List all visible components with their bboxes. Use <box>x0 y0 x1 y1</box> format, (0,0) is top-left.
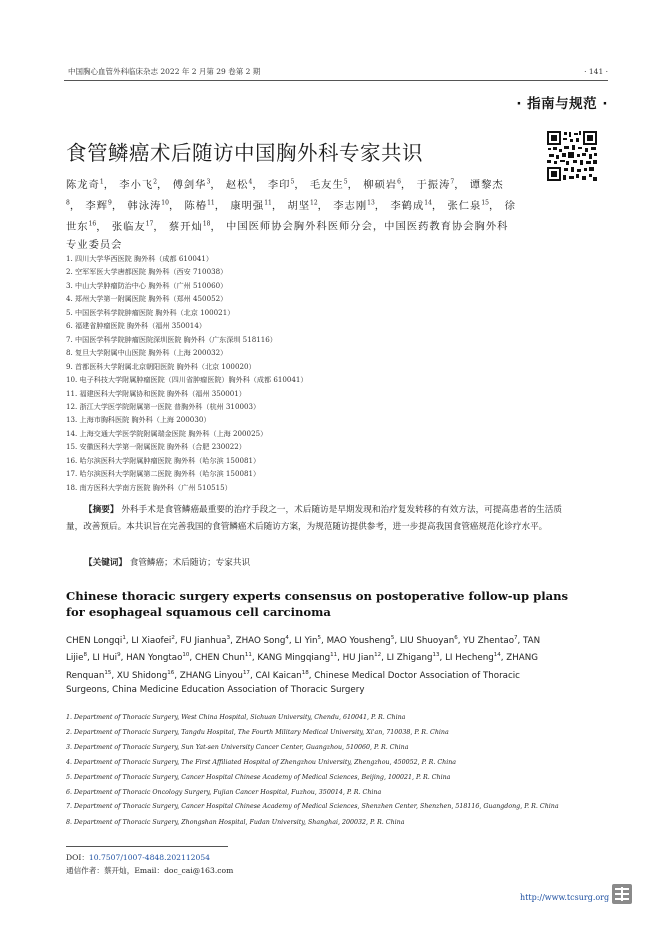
author: KANG Mingqiang$^{11}$, <box>257 652 340 664</box>
author: 李小飞$^2$， <box>119 179 169 192</box>
authors-zh <box>66 174 518 254</box>
article-title-en: Chinese thoracic surgery experts consensus on postoperative follow-up plans for esophageal squamous cell carcinoma <box>66 589 569 619</box>
author: 张临友$^{17}$， <box>111 220 165 233</box>
affiliation-item: 5. Department of Thoracic Surgery, Cancer Hospital Chinese Academy of Medical Sciences, Beijing, 100021, P. R. China <box>66 774 451 781</box>
author: YU Zhentao$^7$, <box>463 635 521 646</box>
author: LI Xiaofei$^2$, <box>131 635 178 646</box>
author: TAN Lijie$^8$, <box>66 635 541 664</box>
keywords-label: 【关键词】 <box>84 558 127 568</box>
doi-label: DOI： <box>66 853 89 862</box>
footnote <box>66 852 233 877</box>
doi-link[interactable]: 10.7507/1007-4848.202112054 <box>88 853 210 862</box>
author: 张仁泉$^{15}$， <box>447 199 501 213</box>
affiliation-item: 12. 浙江大学医学院附属第一医院 普胸外科（杭州 310003） <box>66 401 261 411</box>
journal-info: 中国胸心血管外科临床杂志 2022 年 2 月第 29 卷第 2 期 <box>68 66 261 76</box>
author: HAN Yongtao$^{10}$, <box>126 652 193 664</box>
article-title-zh: 食管鳞癌术后随访中国胸外科专家共识 <box>66 141 423 165</box>
author-organization: 中国医师协会胸外科医师分会，中国医药教育协会胸外科专业委员会 <box>66 220 509 251</box>
affiliation-item: 16. 哈尔滨医科大学附属肿瘤医院 胸外科（哈尔滨 150081） <box>66 455 261 465</box>
author: LI Zhigang$^{13}$, <box>386 652 443 664</box>
keywords-zh <box>84 556 250 568</box>
author: CAI Kaican$^{18}$, <box>255 669 312 681</box>
author: 李印$^5$， <box>267 179 306 192</box>
running-header <box>68 64 608 78</box>
abstract-text: 外科手术是食管鳞癌最重要的治疗手段之一，术后随访是早期发现和治疗复发转移的有效方法，可提高患者的生活质量，改善预后。本共识旨在完善我国的食管鳞癌术后随访方案，为规范随访提供参考，进一步提高我国食管癌规范化诊疗水平。 <box>66 505 562 532</box>
author: 李志刚$^{13}$， <box>333 199 387 213</box>
affiliations-en <box>66 710 566 830</box>
affiliation-item: 3. 中山大学肿瘤防治中心 胸外科（广州 510060） <box>66 280 228 290</box>
keywords-text: 食管鳞癌；术后随访；专家共识 <box>129 558 251 568</box>
author: 李鹤成$^{14}$， <box>390 199 444 213</box>
affiliation-item: 17. 哈尔滨医科大学附属第二医院 胸外科（哈尔滨 150081） <box>66 469 261 479</box>
affiliation-item: 8. 复旦大学附属中山医院 胸外科（上海 200032） <box>66 348 228 358</box>
affiliation-item: 1. Department of Thoracic Surgery, West China Hospital, Sichuan University, Chendu, 610041, P. R. China <box>66 714 406 721</box>
author: LI Hecheng$^{14}$, <box>445 652 504 664</box>
author: 柳硕岩$^6$， <box>363 179 413 192</box>
author-organization: Chinese Medical Doctor Association of Thoracic Surgeons, China Medicine Education Association of Thoracic Surgery <box>66 670 520 696</box>
affiliation-item: 9. 首都医科大学附属北京朝阳医院 胸外科（北京 100020） <box>66 361 256 371</box>
affiliation-item: 2. Department of Thoracic Surgery, Tangdu Hospital, The Fourth Military Medical University, Xi'an, 710038, P. R. China <box>66 729 449 736</box>
author: FU Jianhua$^3$, <box>180 635 233 646</box>
author: LIU Shuoyan$^6$, <box>399 635 461 646</box>
author: 陈椿$^{11}$， <box>184 199 227 213</box>
corresponding-author: 通信作者：蔡开灿，Email：doc_cai@163.com <box>66 865 234 875</box>
author: 傅剑华$^3$， <box>172 179 222 192</box>
author: CHEN Longqi$^1$, <box>66 635 129 646</box>
abstract-label: 【摘要】 <box>84 505 119 515</box>
affiliation-item: 10. 电子科技大学附属肿瘤医院（四川省肿瘤医院）胸外科（成都 610041） <box>66 375 308 385</box>
affiliation-item: 11. 福建医科大学附属协和医院 胸外科（福州 350001） <box>66 388 246 398</box>
affiliation-item: 13. 上海市胸科医院 胸外科（上海 200030） <box>66 415 211 425</box>
author: 韩泳涛$^{10}$， <box>127 199 181 213</box>
author: 蔡开灿$^{18}$， <box>168 220 222 233</box>
author: 于振涛$^7$， <box>416 179 466 192</box>
affiliation-item: 15. 安徽医科大学第一附属医院 胸外科（合肥 230022） <box>66 442 246 452</box>
author: 康明强$^{11}$， <box>230 199 284 213</box>
doi-line <box>66 852 233 865</box>
author: 陈龙奇$^1$， <box>66 179 116 192</box>
author: 徐世东$^{16}$， <box>66 200 516 233</box>
qr-code-icon <box>546 130 598 182</box>
header-rule <box>64 80 608 81</box>
affiliation-item: 5. 中国医学科学院肿瘤医院 胸外科（北京 100021） <box>66 307 235 317</box>
affiliation-item: 6. 福建省肿瘤医院 胸外科（福州 350014） <box>66 321 206 331</box>
author: XU Shidong$^{16}$, <box>116 669 178 681</box>
affiliations-zh <box>66 252 586 494</box>
affiliation-item: 7. Department of Thoracic Surgery, Cancer Hospital Chinese Academy of Medical Sciences, Shenzhen Center, Shenzhen, 518116, Guangdong, P. R. China <box>66 803 559 810</box>
author: 谭黎杰$^8$， <box>66 179 504 213</box>
affiliation-item: 7. 中国医学科学院肿瘤医院深圳医院 胸外科（广东深圳 518116） <box>66 334 277 344</box>
author: CHEN Chun$^{11}$, <box>194 652 255 664</box>
journal-url-link[interactable]: http://www.tcsurg.org <box>520 893 610 902</box>
author: MAO Yousheng$^5$, <box>326 635 398 646</box>
author: 李辉$^9$， <box>85 199 124 213</box>
author: 毛友生$^5$， <box>309 179 359 192</box>
author: ZHANG Renquan$^{15}$, <box>66 653 538 681</box>
author: LI Yin$^5$, <box>294 635 324 646</box>
author: LI Hui$^9$, <box>92 652 124 664</box>
journal-logo-icon <box>612 884 632 904</box>
affiliation-item: 3. Department of Thoracic Surgery, Sun Yat-sen University Cancer Center, Guangzhou, 510060, P. R. China <box>66 744 409 751</box>
affiliation-item: 18. 南方医科大学南方医院 胸外科（广州 510515） <box>66 482 232 492</box>
author: 赵松$^4$， <box>225 179 264 192</box>
author: ZHANG Linyou$^{17}$, <box>179 669 253 681</box>
abstract-zh <box>66 502 562 535</box>
author: 胡坚$^{12}$， <box>287 199 329 213</box>
affiliation-item: 4. 郑州大学第一附属医院 胸外科（郑州 450052） <box>66 294 228 304</box>
affiliation-item: 1. 四川大学华西医院 胸外科（成都 610041） <box>66 254 214 263</box>
footnote-rule <box>66 846 228 847</box>
affiliation-item: 4. Department of Thoracic Surgery, The First Affiliated Hospital of Zhengzhou University, Zhengzhou, 450052, P. R. China <box>66 759 457 766</box>
affiliation-item: 2. 空军军医大学唐都医院 胸外科（西安 710038） <box>66 267 228 277</box>
author: HU Jian$^{12}$, <box>342 652 384 664</box>
affiliation-item: 14. 上海交通大学医学院附属瑞金医院 胸外科（上海 200025） <box>66 428 268 438</box>
page-number: · 141 · <box>584 66 608 76</box>
authors-en <box>66 631 566 698</box>
author: ZHAO Song$^4$, <box>235 635 292 646</box>
affiliation-item: 6. Department of Thoracic Oncology Surgery, Fujian Cancer Hospital, Fuzhou, 350014, P. R. China <box>66 789 382 796</box>
column-label: · 指南与规范 · <box>516 96 608 112</box>
affiliation-item: 8. Department of Thoracic Surgery, Zhongshan Hospital, Fudan University, Shanghai, 200032, P. R. China <box>66 819 405 826</box>
